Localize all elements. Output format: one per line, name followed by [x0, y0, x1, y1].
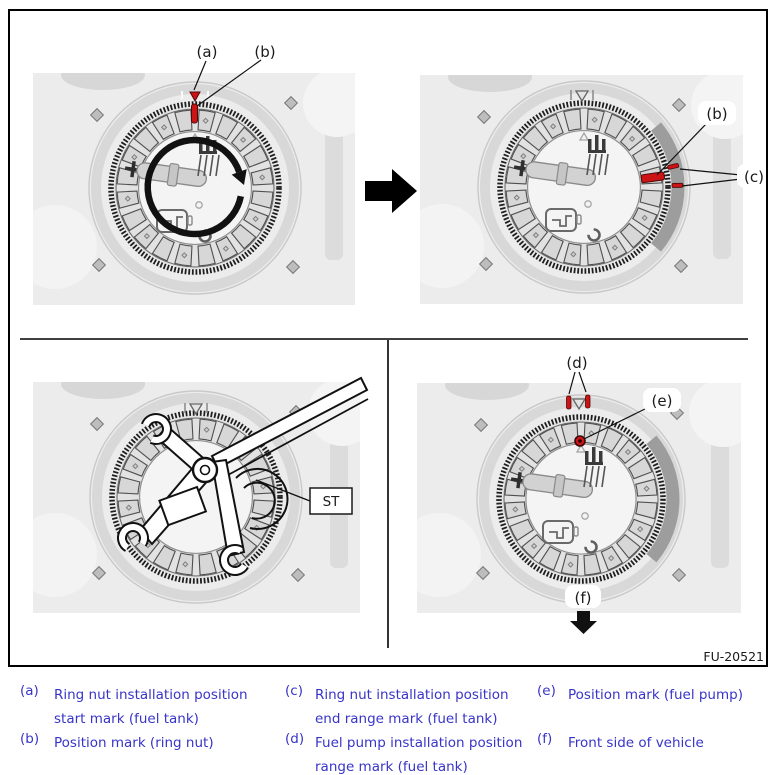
callout-b: (b): [254, 43, 276, 61]
legend-item-e: [537, 683, 743, 707]
legend-text-line: Ring nut installation position: [54, 687, 248, 703]
mark-d-range-bar-right: [586, 395, 591, 408]
mark-c-end-range-dash-lower: [672, 183, 683, 187]
mark-e-pump-dot-center: [578, 439, 582, 443]
panel-top-left-illustration: [13, 60, 371, 305]
legend-item-a: [20, 683, 248, 731]
legend-item-c: [285, 683, 509, 731]
legend-key: (d): [285, 731, 305, 747]
legend-text-line: Ring nut installation position: [315, 687, 509, 703]
legend-text-line: range mark (fuel tank): [315, 759, 468, 775]
mark-d-range-bar-left: [567, 396, 572, 409]
legend-key: (c): [285, 683, 303, 699]
figure-code: FU-20521: [703, 649, 764, 664]
legend-text-line: Position mark (ring nut): [54, 735, 214, 751]
figure-border-box: [8, 9, 768, 667]
legend-item-d: [285, 731, 522, 775]
fuel-pump-face: [528, 131, 641, 244]
callout-a: (a): [196, 43, 218, 61]
legend-item-f: [537, 731, 704, 755]
st-label: ST: [322, 494, 340, 510]
legend-key: (a): [20, 683, 39, 699]
legend-text-line: start mark (fuel tank): [54, 711, 199, 727]
tool-hub-pin: [201, 466, 210, 475]
legend-item-b: [20, 731, 214, 755]
legend-key: (f): [537, 731, 553, 747]
legend-key: (b): [20, 731, 40, 747]
legend-text-line: Position mark (fuel pump): [568, 687, 743, 703]
callout-c: (c): [744, 168, 764, 186]
next-step-arrow-icon: [365, 169, 417, 213]
figure-svg: [10, 11, 766, 665]
callout-d: (d): [566, 354, 588, 372]
front-direction-arrow-icon: [570, 611, 597, 634]
callout-f: (f): [574, 589, 592, 607]
legend-key: (e): [537, 683, 556, 699]
fuel-pump-face: [139, 132, 252, 245]
mark-b-position-bar: [192, 104, 198, 123]
legend-text-line: Front side of vehicle: [568, 735, 704, 751]
legend-text-line: end range mark (fuel tank): [315, 711, 498, 727]
legend-text-line: Fuel pump installation position: [315, 735, 523, 751]
callout-b: (b): [706, 105, 728, 123]
callout-e: (e): [651, 392, 673, 410]
